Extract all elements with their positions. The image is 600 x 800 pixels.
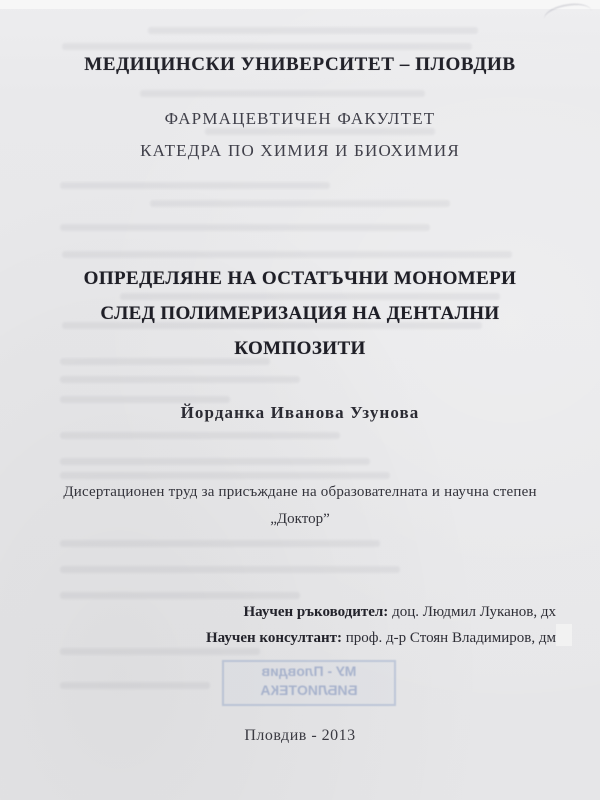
ghost-text-line	[60, 682, 210, 689]
ghost-text-line	[60, 182, 330, 189]
department-name: КАТЕДРА ПО ХИМИЯ И БИОХИМИЯ	[140, 141, 460, 160]
ghost-text-line	[150, 200, 450, 207]
consultant-value: проф. д-р Стоян Владимиров, дм	[342, 630, 556, 646]
author-name: Йорданка Иванова Узунова	[180, 403, 420, 422]
correction-patch	[556, 624, 572, 646]
ghost-text-line	[148, 27, 478, 34]
ghost-text-line	[60, 432, 340, 439]
ghost-text-line	[205, 128, 435, 135]
ghost-text-line	[60, 396, 230, 403]
ghost-text-line	[60, 566, 400, 573]
library-stamp	[222, 660, 396, 706]
degree-statement: Дисертационен труд за присъждане на образователната и научна степен	[63, 484, 537, 500]
consultant-line	[206, 625, 556, 651]
thesis-title-line2: СЛЕД ПОЛИМЕРИЗАЦИЯ НА ДЕНТАЛНИ	[100, 303, 500, 324]
ghost-text-line	[60, 592, 300, 599]
thesis-title-line1: ОПРЕДЕЛЯНЕ НА ОСТАТЪЧНИ МОНОМЕРИ	[83, 268, 517, 289]
ghost-text-line	[60, 458, 370, 465]
supervisor-value: доц. Людмил Луканов, дх	[388, 604, 556, 620]
university-name: МЕДИЦИНСКИ УНИВЕРСИТЕТ – ПЛОВДИВ	[84, 54, 516, 75]
ghost-text-line	[62, 43, 472, 50]
consultant-label: Научен консултант:	[205, 630, 343, 646]
library-stamp-line1: МУ - Пловдив	[261, 663, 357, 679]
scan-edge	[0, 0, 600, 9]
thesis-title	[40, 261, 560, 366]
thesis-title-line3: КОМПОЗИТИ	[234, 338, 366, 359]
supervisor-line	[206, 599, 556, 625]
ghost-text-line	[60, 472, 390, 479]
credits-block	[206, 599, 556, 651]
faculty-name: ФАРМАЦЕВТИЧЕН ФАКУЛТЕТ	[164, 109, 436, 128]
ghost-text-line	[140, 90, 425, 97]
ghost-text-line	[60, 540, 380, 547]
supervisor-label: Научен ръководител:	[243, 604, 389, 620]
ghost-text-line	[60, 224, 430, 231]
degree-name: „Доктор”	[270, 511, 330, 527]
ghost-text-line	[62, 251, 512, 258]
library-stamp-line2: БИБЛИОТЕКА	[260, 682, 358, 698]
ghost-text-line	[60, 376, 300, 383]
city-year: Пловдив - 2013	[244, 727, 356, 744]
